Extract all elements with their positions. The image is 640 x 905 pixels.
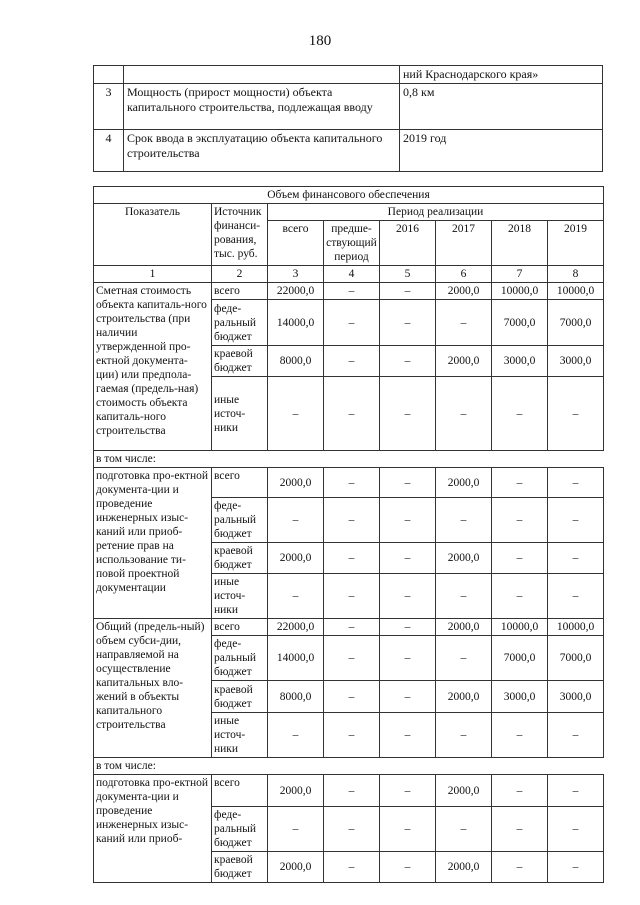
column-number: 1 bbox=[94, 266, 212, 283]
amount-cell: – bbox=[436, 498, 492, 543]
amount-cell: 2000,0 bbox=[436, 619, 492, 636]
column-number: 8 bbox=[548, 266, 604, 283]
amount-cell: 7000,0 bbox=[548, 300, 604, 346]
amount-cell: – bbox=[380, 300, 436, 346]
amount-cell: – bbox=[324, 498, 380, 543]
amount-cell: – bbox=[324, 852, 380, 883]
amount-cell: – bbox=[268, 574, 324, 619]
amount-cell: 14000,0 bbox=[268, 300, 324, 346]
source-regional: краевой бюджет bbox=[212, 681, 268, 713]
carry-over-text: ний Краснодарского края» bbox=[400, 66, 603, 84]
subheading-row bbox=[94, 758, 604, 775]
source-total: всего bbox=[212, 283, 268, 300]
amount-cell: 10000,0 bbox=[492, 283, 548, 300]
header-year: 2016 bbox=[380, 221, 436, 266]
amount-cell: – bbox=[492, 775, 548, 807]
amount-cell: – bbox=[380, 283, 436, 300]
amount-cell: – bbox=[380, 619, 436, 636]
source-other: иные источ-ники bbox=[212, 574, 268, 619]
amount-cell: – bbox=[380, 775, 436, 807]
amount-cell: – bbox=[492, 807, 548, 852]
header-source: Источник финанси-рования, тыс. руб. bbox=[212, 204, 268, 266]
amount-cell: 10000,0 bbox=[492, 619, 548, 636]
amount-cell: – bbox=[380, 574, 436, 619]
amount-cell: 3000,0 bbox=[492, 681, 548, 713]
amount-cell: 2000,0 bbox=[268, 543, 324, 574]
object-info-table bbox=[93, 65, 603, 172]
amount-cell: 10000,0 bbox=[548, 619, 604, 636]
table-row bbox=[94, 84, 603, 130]
amount-cell: – bbox=[492, 543, 548, 574]
amount-cell: – bbox=[268, 713, 324, 758]
amount-cell: – bbox=[492, 713, 548, 758]
source-regional: краевой бюджет bbox=[212, 852, 268, 883]
amount-cell: – bbox=[492, 852, 548, 883]
column-number: 4 bbox=[324, 266, 380, 283]
amount-cell: – bbox=[492, 377, 548, 451]
amount-cell: 22000,0 bbox=[268, 619, 324, 636]
amount-cell: – bbox=[492, 498, 548, 543]
amount-cell: – bbox=[380, 636, 436, 681]
amount-cell: – bbox=[380, 346, 436, 377]
amount-cell: – bbox=[268, 498, 324, 543]
indicator-label: Сметная стоимость объекта капиталь-ного строительства (при наличии утвержденной про-ектной документа-ции) или предпола-гаемая (предель-ная) стоимость объекта капиталь-ного строительства bbox=[94, 283, 212, 451]
amount-cell: 7000,0 bbox=[492, 300, 548, 346]
amount-cell: 2000,0 bbox=[268, 852, 324, 883]
header-indicator: Показатель bbox=[94, 204, 212, 266]
amount-cell: – bbox=[436, 713, 492, 758]
source-federal: феде-ральный бюджет bbox=[212, 498, 268, 543]
amount-cell: – bbox=[324, 574, 380, 619]
table-row bbox=[94, 130, 603, 172]
row-number: 3 bbox=[94, 84, 124, 130]
amount-cell: 3000,0 bbox=[548, 681, 604, 713]
amount-cell: – bbox=[436, 377, 492, 451]
indicator-label: подготовка про-ектной документа-ции и проведение инженерных изыс-каний или приоб-ретение прав на использование ти-повой проектной документации bbox=[94, 468, 212, 619]
amount-cell: – bbox=[380, 681, 436, 713]
amount-cell: 2000,0 bbox=[436, 852, 492, 883]
amount-cell: – bbox=[548, 377, 604, 451]
amount-cell: – bbox=[324, 543, 380, 574]
row-label: Срок ввода в эксплуатацию объекта капитального строительства bbox=[124, 130, 400, 172]
source-total: всего bbox=[212, 468, 268, 498]
column-number: 2 bbox=[212, 266, 268, 283]
column-number: 3 bbox=[268, 266, 324, 283]
source-regional: краевой бюджет bbox=[212, 346, 268, 377]
amount-cell: 10000,0 bbox=[548, 283, 604, 300]
amount-cell: – bbox=[436, 300, 492, 346]
amount-cell: – bbox=[324, 300, 380, 346]
financing-table bbox=[93, 186, 604, 883]
amount-cell: – bbox=[436, 636, 492, 681]
amount-cell: 2000,0 bbox=[436, 468, 492, 498]
amount-cell: 2000,0 bbox=[436, 775, 492, 807]
amount-cell: – bbox=[436, 807, 492, 852]
column-number: 5 bbox=[380, 266, 436, 283]
column-number: 6 bbox=[436, 266, 492, 283]
amount-cell: – bbox=[268, 807, 324, 852]
header-previous-period: предше-ствующий период bbox=[324, 221, 380, 266]
amount-cell: – bbox=[324, 377, 380, 451]
subheading-in-that-number: в том числе: bbox=[94, 451, 604, 468]
amount-cell: – bbox=[324, 346, 380, 377]
indicator-label: Общий (предель-ный) объем субси-дии, направляемой на осуществление капитальных вло-жений в объекты капитального строительства bbox=[94, 619, 212, 758]
amount-cell: – bbox=[380, 377, 436, 451]
amount-cell: – bbox=[324, 681, 380, 713]
amount-cell: 3000,0 bbox=[548, 346, 604, 377]
amount-cell: – bbox=[548, 807, 604, 852]
amount-cell: – bbox=[380, 468, 436, 498]
source-regional: краевой бюджет bbox=[212, 543, 268, 574]
amount-cell: – bbox=[380, 498, 436, 543]
amount-cell: – bbox=[324, 283, 380, 300]
amount-cell: 2000,0 bbox=[436, 283, 492, 300]
amount-cell: – bbox=[436, 574, 492, 619]
source-federal: феде-ральный бюджет bbox=[212, 300, 268, 346]
row-value: 0,8 км bbox=[400, 84, 603, 130]
amount-cell: 2000,0 bbox=[436, 681, 492, 713]
subheading-row bbox=[94, 451, 604, 468]
amount-cell: 14000,0 bbox=[268, 636, 324, 681]
amount-cell: – bbox=[380, 543, 436, 574]
amount-cell: – bbox=[324, 619, 380, 636]
amount-cell: 2000,0 bbox=[436, 543, 492, 574]
amount-cell: – bbox=[548, 775, 604, 807]
amount-cell: – bbox=[548, 713, 604, 758]
header-year: 2019 bbox=[548, 221, 604, 266]
table-row bbox=[94, 619, 604, 636]
amount-cell: – bbox=[548, 498, 604, 543]
amount-cell: – bbox=[380, 852, 436, 883]
header-row bbox=[94, 204, 604, 221]
table-row bbox=[94, 775, 604, 807]
source-total: всего bbox=[212, 619, 268, 636]
header-period: Период реализации bbox=[268, 204, 604, 221]
row-value: 2019 год bbox=[400, 130, 603, 172]
amount-cell: – bbox=[380, 713, 436, 758]
source-federal: феде-ральный бюджет bbox=[212, 636, 268, 681]
column-number: 7 bbox=[492, 266, 548, 283]
amount-cell: – bbox=[324, 636, 380, 681]
amount-cell: 8000,0 bbox=[268, 681, 324, 713]
amount-cell: 2000,0 bbox=[268, 468, 324, 498]
source-other: иные источ-ники bbox=[212, 377, 268, 451]
table-row bbox=[94, 66, 603, 84]
subheading-in-that-number: в том числе: bbox=[94, 758, 604, 775]
header-total: всего bbox=[268, 221, 324, 266]
amount-cell: – bbox=[548, 852, 604, 883]
amount-cell: – bbox=[324, 807, 380, 852]
amount-cell: – bbox=[324, 713, 380, 758]
amount-cell: – bbox=[324, 468, 380, 498]
source-federal: феде-ральный бюджет bbox=[212, 807, 268, 852]
amount-cell: – bbox=[268, 377, 324, 451]
amount-cell: – bbox=[548, 468, 604, 498]
amount-cell: – bbox=[324, 775, 380, 807]
amount-cell: 7000,0 bbox=[492, 636, 548, 681]
row-number: 4 bbox=[94, 130, 124, 172]
table-title: Объем финансового обеспечения bbox=[94, 187, 604, 204]
header-year: 2018 bbox=[492, 221, 548, 266]
amount-cell: – bbox=[548, 543, 604, 574]
column-number-row bbox=[94, 266, 604, 283]
amount-cell: – bbox=[380, 807, 436, 852]
page-number: 180 bbox=[308, 33, 332, 49]
amount-cell: – bbox=[548, 574, 604, 619]
indicator-label: подготовка про-ектной документа-ции и проведение инженерных изыс-каний или приоб- bbox=[94, 775, 212, 883]
amount-cell: 22000,0 bbox=[268, 283, 324, 300]
header-year: 2017 bbox=[436, 221, 492, 266]
table-title-row bbox=[94, 187, 604, 204]
table-row bbox=[94, 468, 604, 498]
source-total: всего bbox=[212, 775, 268, 807]
amount-cell: 3000,0 bbox=[492, 346, 548, 377]
table-row bbox=[94, 283, 604, 300]
amount-cell: 7000,0 bbox=[548, 636, 604, 681]
row-label: Мощность (прирост мощности) объекта капитального строительства, подлежащая вводу bbox=[124, 84, 400, 130]
amount-cell: 2000,0 bbox=[436, 346, 492, 377]
amount-cell: 2000,0 bbox=[268, 775, 324, 807]
amount-cell: 8000,0 bbox=[268, 346, 324, 377]
source-other: иные источ-ники bbox=[212, 713, 268, 758]
amount-cell: – bbox=[492, 468, 548, 498]
amount-cell: – bbox=[492, 574, 548, 619]
